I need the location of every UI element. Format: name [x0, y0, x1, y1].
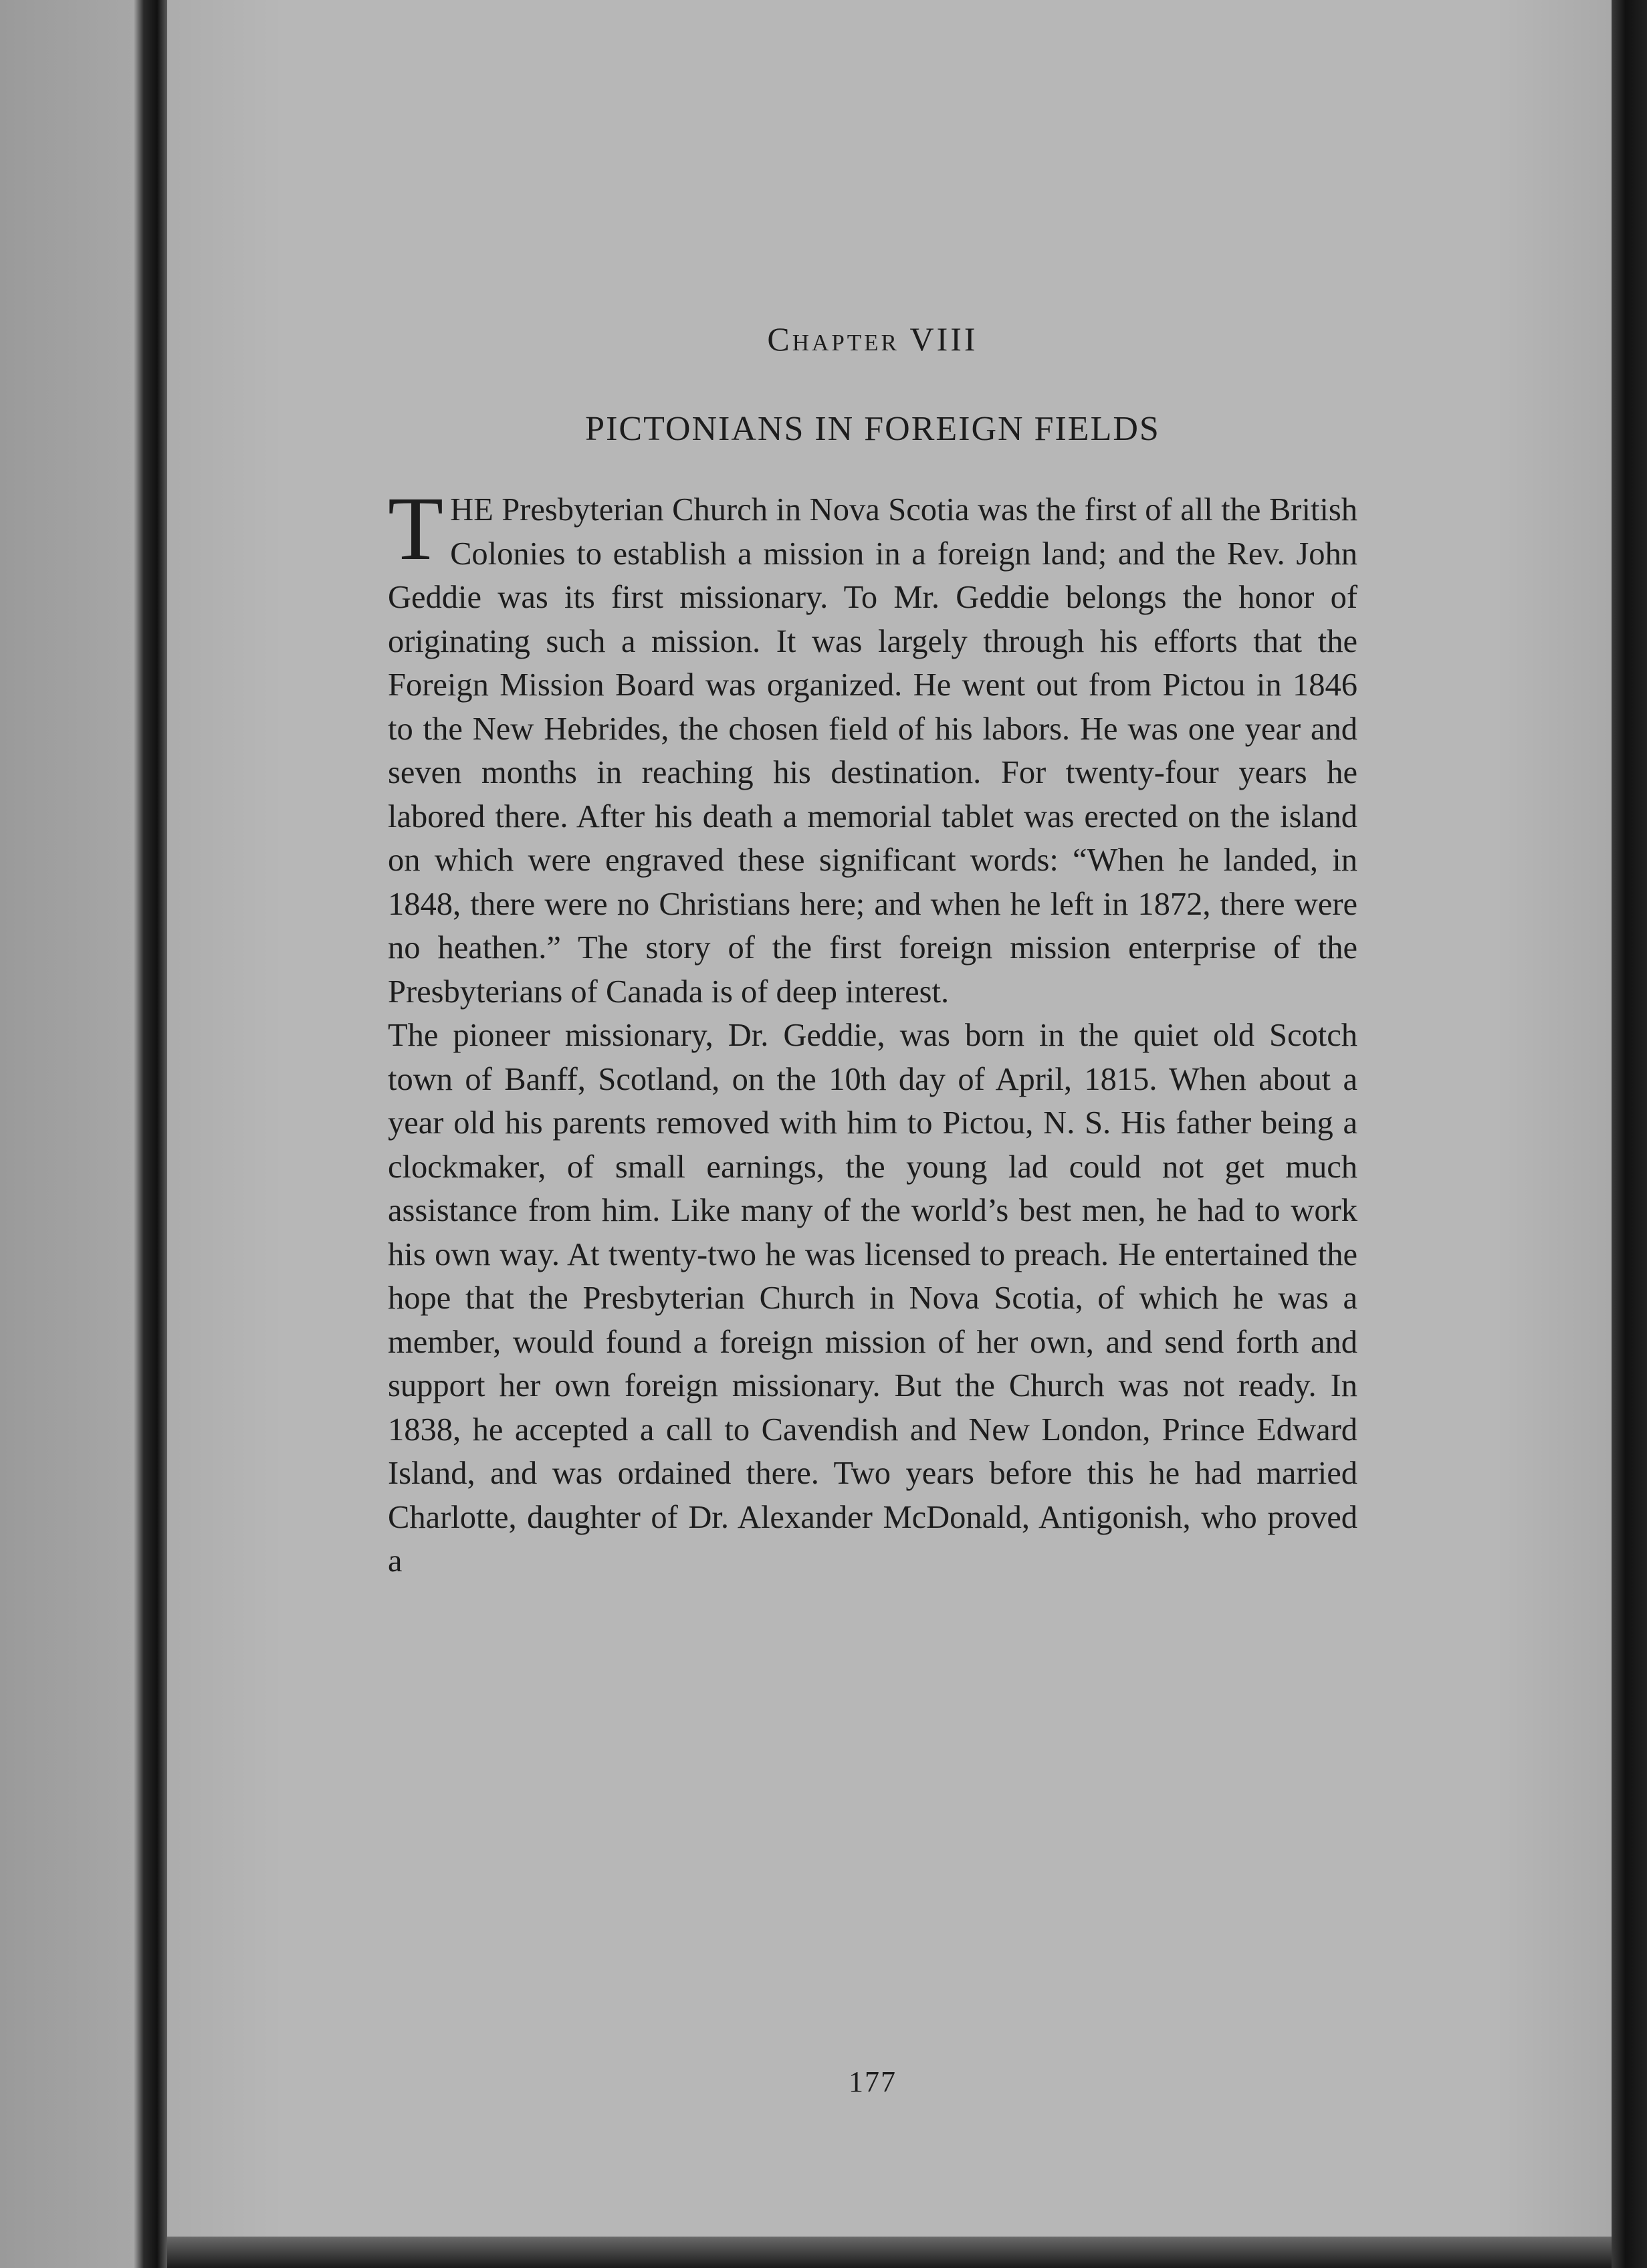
- book-binding-gutter: [0, 0, 167, 2268]
- paragraph: [388, 479, 1357, 1014]
- drop-cap: T: [388, 479, 444, 579]
- page-bottom-edge: [167, 2237, 1612, 2268]
- chapter-heading: Chapter VIII: [767, 320, 978, 358]
- page-right-edge: [1612, 0, 1647, 2268]
- chapter-body: [388, 479, 1357, 1583]
- chapter-title: PICTONIANS IN FOREIGN FIELDS: [585, 410, 1160, 448]
- paragraph-text: HE Presbyterian Church in Nova Scotia was the first of all the British Colonies to establish a mission in a foreign land; and the Rev. John Geddie was its first missionary. To Mr. Geddie belongs the honor of originating such a mission. It was largely through his efforts that the Foreign Mission Board was organized. He went out from Pictou in 1846 to the New Hebrides, the chosen field of his labors. He was one year and seven months in reaching his destination. For twenty-four years he labored there. After his death a memorial tablet was erected on the island on which were engraved these significant words: “When he landed, in 1848, there were no Christians here; and when he left in 1872, there were no heathen.” The story of the first foreign mission enterprise of the Presbyterians of Canada is of deep interest.: [388, 492, 1357, 1010]
- paragraph: The pioneer missionary, Dr. Geddie, was born in the quiet old Scotch town of Banff, Scotland, on the 10th day of April, 1815. When about a year old his parents removed with him to Pictou, N. S. His father being a clockmaker, of small earnings, the young lad could not get much assistance from him. Like many of the world’s best men, he had to work his own way. At twenty-two he was licensed to preach. He entertained the hope that the Presbyterian Church in Nova Scotia, of which he was a member, would found a foreign mission of her own, and send forth and support her own foreign missionary. But the Church was not ready. In 1838, he accepted a call to Cavendish and New London, Prince Edward Island, and was ordained there. Two years before this he had married Charlotte, daughter of Dr. Alexander McDonald, Antigonish, who proved a: [388, 1018, 1357, 1579]
- page-number: 177: [849, 2065, 897, 2098]
